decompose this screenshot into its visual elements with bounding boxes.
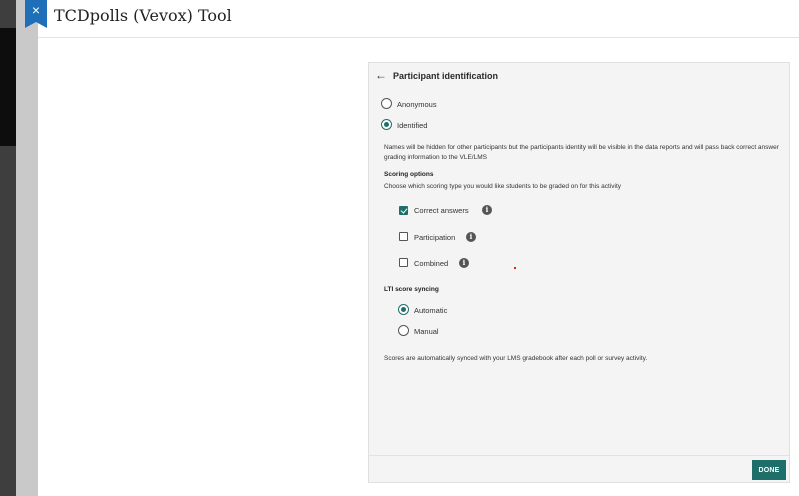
scoring-options-title: Scoring options (384, 171, 434, 178)
info-icon[interactable]: i (466, 232, 476, 242)
anonymous-radio[interactable] (381, 98, 392, 109)
automatic-radio[interactable] (398, 304, 409, 315)
panel-title: Participant identification (393, 71, 499, 81)
participation-label[interactable]: Participation (414, 233, 456, 242)
identified-radio[interactable] (381, 119, 392, 130)
modal-header (38, 0, 799, 38)
participation-checkbox[interactable] (399, 232, 408, 241)
participant-identification-panel (368, 62, 790, 483)
arrow-left-icon[interactable]: ← (375, 68, 387, 82)
done-button[interactable]: DONE (752, 460, 786, 480)
close-icon: × (31, 2, 41, 18)
combined-label[interactable]: Combined (414, 259, 449, 268)
lti-sync-note: Scores are automatically synced with your LMS gradebook after each poll or survey activity. (384, 355, 648, 362)
automatic-label[interactable]: Automatic (414, 306, 448, 315)
manual-radio[interactable] (398, 325, 409, 336)
info-icon[interactable]: i (482, 205, 492, 215)
close-button[interactable] (25, 0, 47, 22)
cursor-marker (514, 267, 516, 269)
modal-side-strip (16, 0, 41, 496)
background-dark-region (0, 28, 16, 146)
panel-footer (369, 455, 789, 482)
manual-label[interactable]: Manual (414, 327, 439, 336)
lti-score-syncing-title: LTI score syncing (384, 286, 439, 293)
scoring-options-description: Choose which scoring type you would like students to be graded on for this activity (384, 183, 622, 190)
combined-checkbox[interactable] (399, 258, 408, 267)
identified-description: Names will be hidden for other participants but the participants identity will be visible in the data reports and will pass back correct answer grading information to the VLE/LMS (384, 144, 779, 161)
identified-label[interactable]: Identified (397, 121, 428, 130)
modal-title: TCDpolls (Vevox) Tool (54, 6, 232, 25)
correct-answers-label[interactable]: Correct answers (414, 206, 469, 215)
correct-answers-checkbox[interactable] (399, 206, 408, 215)
info-icon[interactable]: i (459, 258, 469, 268)
anonymous-label[interactable]: Anonymous (397, 100, 437, 109)
